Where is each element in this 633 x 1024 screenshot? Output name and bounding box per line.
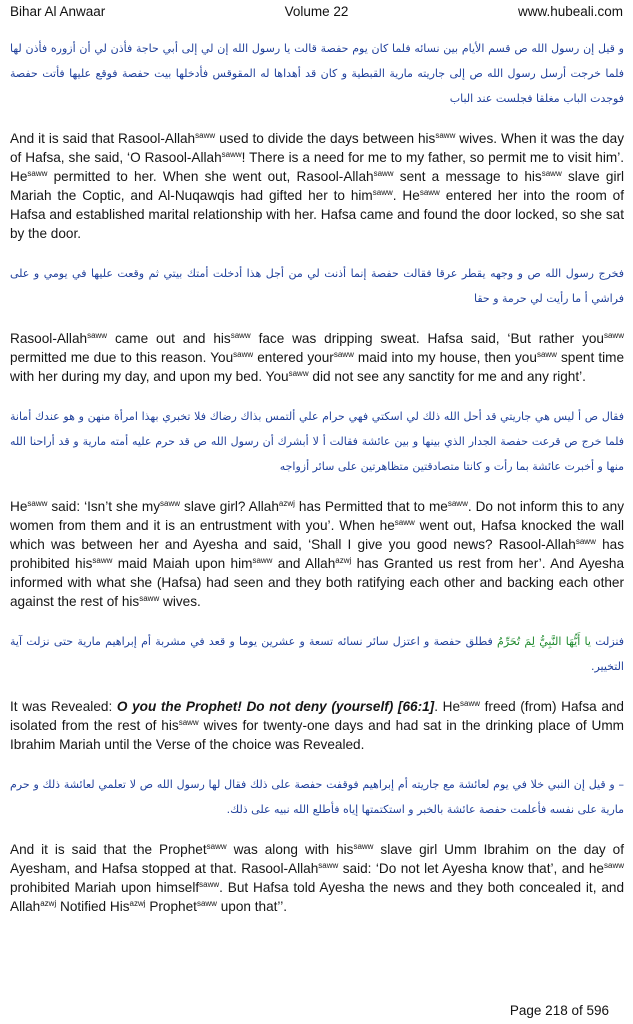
honorific-superscript: saww	[604, 861, 625, 870]
text-run: . He	[392, 188, 420, 203]
honorific-superscript: saww	[575, 537, 596, 546]
arabic-paragraph-5: – و قيل إن النبي خلا في يوم لعائشة مع جاريته أم إبراهيم فوقفت حفصة على ذلك فقال لها رسول الله ص لا تعلمي لعائشة ذلك و حرم مارية على نفسه فأعلمت حفصة عائشة بالخبر و استكتمتها إياه فأطلع الله نبيه على ذلك.	[10, 778, 624, 816]
text-run: permitted me due to this reason. You	[10, 350, 234, 365]
honorific-superscript: saww	[233, 350, 254, 359]
honorific-superscript: saww	[353, 842, 374, 851]
text-run: He	[10, 499, 28, 514]
text-run: said: ‘Do not let Ayesha know that’, and he	[338, 861, 604, 876]
honorific-superscript: saww	[603, 331, 624, 340]
honorific-superscript: saww	[536, 350, 557, 359]
text-run: permitted to her. When she went out, Rasool-Allah	[47, 169, 374, 184]
text-run: sent a message to his	[393, 169, 542, 184]
honorific-superscript: saww	[318, 861, 339, 870]
text-run: was along with his	[226, 842, 354, 857]
honorific-superscript: saww	[139, 594, 160, 603]
text-run: And it is said that the Prophet	[10, 842, 207, 857]
text-run: wives. When it was the day of Hafsa, she said, ‘O Rasool-Allah	[10, 131, 625, 165]
text-run: came out and his	[107, 331, 231, 346]
text-run: And it is said that Rasool-Allah	[10, 131, 196, 146]
text-run: has Granted us rest from her’. And Ayesha informed with what she (Hafsa) had seen and they both ratifying each other and backing each other against the rest of his	[10, 556, 624, 609]
text-run: face was dripping sweat. Hafsa said, ‘But rather you	[250, 331, 604, 346]
arabic-paragraph-2: فخرج رسول الله ص و وجهه يقطر عرقا فقالت حفصة إنما أذنت لي من أجل هذا أدخلت أمتك بيتي ثم وقعت عليها في يومي و على فراشي أ ما رأيت لي حرمة و حقا	[10, 267, 624, 305]
english-4-middle: freed (from) Hafsa and isolated from the rest of his	[10, 699, 624, 733]
text-run: has Permitted that to me	[294, 499, 448, 514]
honorific-superscript: saww	[541, 169, 562, 178]
english-paragraph-4	[10, 697, 624, 754]
english-paragraph-3	[10, 497, 624, 611]
honorific-superscript: saww	[195, 131, 216, 140]
quran-verse-arabic: يا أَيُّهَا النَّبِيُّ لِمَ تُحَرِّمُ	[497, 635, 591, 648]
honorific-superscript: saww	[160, 499, 181, 508]
honorific-superscript: saww	[206, 842, 227, 851]
text-run: . But Hafsa told Ayesha the news and they both concealed it, and Allah	[10, 880, 625, 914]
text-run: did not see any sanctity for me and any right’.	[308, 369, 586, 384]
english-paragraph-5	[10, 840, 624, 916]
text-run: maid into my house, then you	[353, 350, 537, 365]
text-run: ! There is a need for me to my father, so permit me to visit him’. He	[10, 150, 624, 184]
book-title: Bihar Al Anwaar	[10, 4, 106, 19]
honorific-superscript: saww	[196, 899, 217, 908]
text-run: has prohibited his	[10, 537, 625, 571]
english-4-end: wives for twenty-one days and had sat in the drinking place of Umm Ibrahim Mariah until the Verse of the choice was Revealed.	[10, 718, 624, 752]
page-header	[10, 4, 623, 22]
arabic-paragraph-4	[10, 629, 624, 679]
honorific-superscript: saww	[252, 556, 273, 565]
honorific-superscript: saww	[92, 556, 113, 565]
page-number: Page 218 of 596	[509, 1003, 609, 1018]
arabic-4-rest: فطلق حفصة و اعتزل سائر نسائه تسعة و عشرين يوما و قعد في مشربة أم إبراهيم مارية حتى نزلت آية التخيير.	[10, 635, 624, 673]
text-run: entered your	[253, 350, 334, 365]
page-content	[10, 36, 624, 916]
honorific-superscript: saww	[221, 150, 242, 159]
text-run: spent time with her during my day, and upon my bed. You	[10, 350, 625, 384]
honorific-superscript: saww	[394, 518, 415, 527]
volume-label: Volume 22	[284, 4, 349, 19]
text-run: and Allah	[272, 556, 336, 571]
honorific-superscript: azwj	[335, 556, 352, 565]
honorific-superscript: saww	[288, 369, 309, 378]
honorific-superscript: saww	[447, 499, 468, 508]
honorific-superscript: saww	[460, 699, 481, 708]
honorific-superscript: azwj	[40, 899, 57, 908]
text-run: Prophet	[145, 899, 197, 914]
honorific-superscript: azwj	[278, 499, 295, 508]
text-run: used to divide the days between his	[215, 131, 436, 146]
honorific-superscript: saww	[373, 169, 394, 178]
text-run: slave girl? Allah	[180, 499, 279, 514]
text-run: Rasool-Allah	[10, 331, 88, 346]
english-paragraph-2	[10, 329, 624, 386]
text-run: prohibited Mariah upon himself	[10, 880, 200, 895]
website-link[interactable]: www.hubeali.com	[517, 4, 623, 19]
honorific-superscript: saww	[372, 188, 393, 197]
honorific-superscript: saww	[333, 350, 354, 359]
text-run: maid Maiah upon him	[112, 556, 253, 571]
honorific-superscript: saww	[419, 188, 440, 197]
english-paragraph-1	[10, 129, 624, 243]
english-4-prefix: It was Revealed:	[10, 699, 117, 714]
arabic-paragraph-3: فقال ص أ ليس هي جاريتي قد أحل الله ذلك لي اسكتي فهي حرام علي ألتمس بذاك رضاك فلا تخبري بهذا امرأة منهن و هو عندك أمانة فلما خرج ص قرعت حفصة الجدار الذي بينها و بين عائشة فقالت أ لا أبشرك أن رسول الله ص قد حرم عليه أمته مارية و قد أراحنا الله منها و أخبرت عائشة بما رأت و كانتا متصادقتين متظاهرتين على سائر أزواجه	[10, 410, 624, 473]
english-4-after: . He	[434, 699, 460, 714]
text-run: entered her into the room of Hafsa and established marital relationship with her. Hafsa came and found the door locked, so she sat by the door.	[10, 188, 624, 241]
honorific-superscript: saww	[27, 499, 48, 508]
honorific-superscript: saww	[435, 131, 456, 140]
arabic-paragraph-1: و قيل إن رسول الله ص قسم الأيام بين نسائه فلما كان يوم حفصة قالت يا رسول الله إن لي إلى أبي حاجة فأذن لي أن أزوره فأذن لها فلما خرجت أرسل رسول الله ص إلى جاريته مارية القبطية و كان قد أهداها له المقوقس فأدخلها بيت حفصة فوقع عليها فأتت حفصة فوجدت الباب مغلقا فجلست عند الباب	[10, 42, 624, 105]
text-run: slave girl Mariah the Coptic, and Al-Nuqawqis had gifted her to him	[10, 169, 625, 203]
text-run: said: ‘Isn’t she my	[47, 499, 161, 514]
honorific-superscript: saww	[178, 718, 199, 727]
text-run: . Do not inform this to any women from them and it is an entrustment with you’. When he	[10, 499, 624, 533]
honorific-superscript: saww	[230, 331, 251, 340]
text-run: upon that’’.	[216, 899, 287, 914]
honorific-superscript: saww	[27, 169, 48, 178]
honorific-superscript: azwj	[129, 899, 146, 908]
arabic-4-prefix: فنزلت	[590, 635, 624, 648]
quran-verse-english: O you the Prophet! Do not deny (yourself) [66:1]	[116, 699, 435, 714]
text-run: slave girl Umm Ibrahim on the day of Ayesham, and Hafsa stopped at that. Rasool-Allah	[10, 842, 625, 876]
honorific-superscript: saww	[87, 331, 108, 340]
text-run: went out, Hafsa knocked the wall which was between her and Ayesha and said, ‘Shall I give you good news? Rasool-Allah	[10, 518, 624, 552]
text-run: Notified His	[56, 899, 130, 914]
text-run: wives.	[159, 594, 201, 609]
honorific-superscript: saww	[199, 880, 220, 889]
